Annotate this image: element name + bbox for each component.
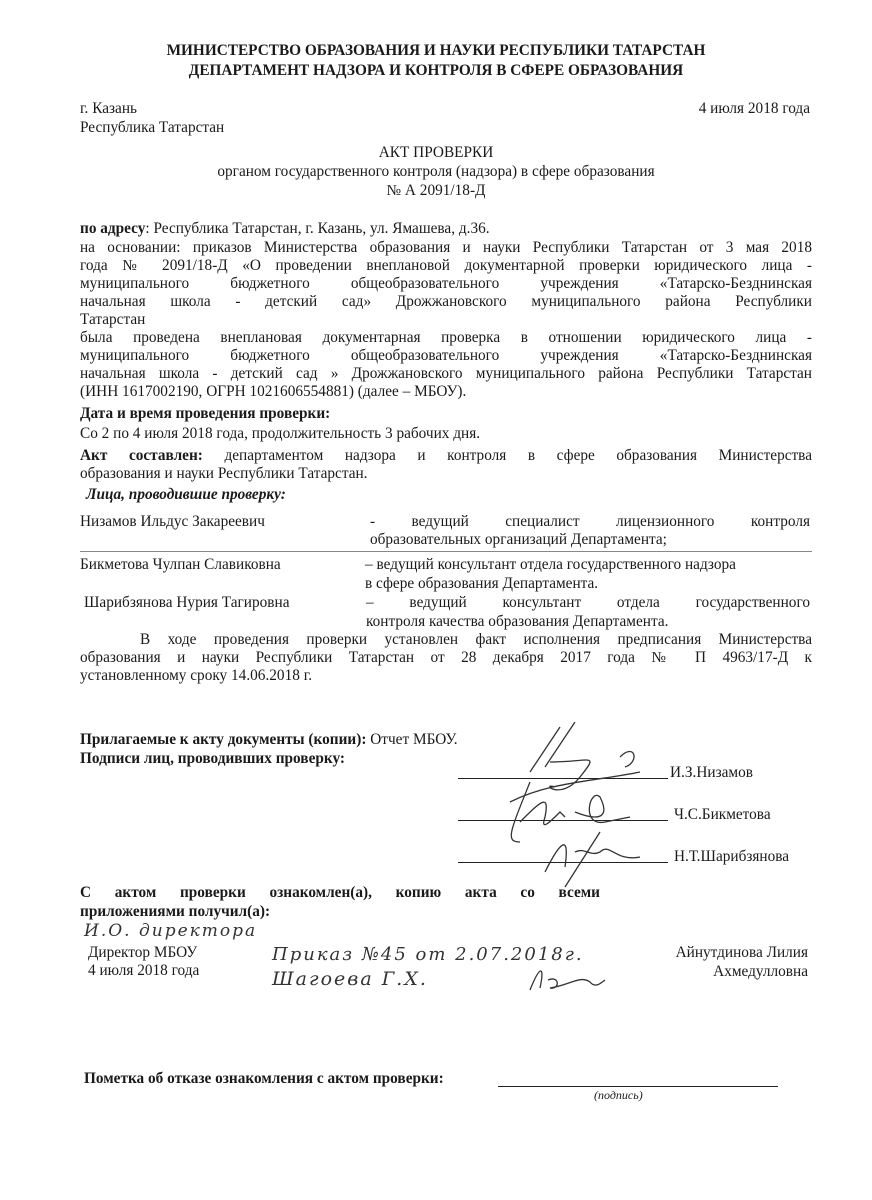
inspector-role: в сфере образования Департамента. bbox=[365, 575, 599, 592]
inspector-name: Низамов Ильдус Закареевич bbox=[80, 513, 265, 530]
text-line: образования и науки Республики Татарстан. bbox=[80, 465, 368, 482]
recipient-date: 4 июля 2018 года bbox=[88, 962, 200, 979]
inspector-role: контроля качества образования Департамента. bbox=[366, 613, 669, 630]
handwritten-acting: И.О. директора bbox=[84, 921, 258, 941]
inspector-row bbox=[80, 513, 812, 552]
city: г. Казань bbox=[80, 100, 137, 117]
signer-name: И.З.Низамов bbox=[670, 764, 753, 781]
inspectors-list bbox=[80, 513, 812, 632]
inspector-role: – ведущий консультант отдела государственного надзора bbox=[365, 556, 736, 573]
acquainted-line: С актом проверки ознакомлен(а), копию акта со всеми bbox=[80, 884, 600, 901]
handwritten-signatures-graphic bbox=[490, 722, 690, 892]
text-line: начальная школа - детский сад» Дрожжановского муниципального района Республики bbox=[80, 293, 812, 310]
document-date: 4 июля 2018 года bbox=[698, 100, 810, 117]
inspector-role: – ведущий консультант отдела государственного bbox=[366, 594, 810, 611]
act-title: АКТ ПРОВЕРКИ bbox=[378, 144, 494, 161]
text-line: года № 2091/18-Д «О проведении внеплановой документарной проверки юридического лица - bbox=[80, 257, 812, 274]
address-line bbox=[80, 220, 812, 238]
text-line: муниципального бюджетного общеобразовательного учреждения «Татарско-Безднинская bbox=[80, 347, 812, 364]
inspector-name: Шарибзянова Нурия Тагировна bbox=[84, 594, 290, 611]
datetime-label: Дата и время проведения проверки: bbox=[80, 405, 331, 422]
compiled-label: Акт составлен: bbox=[80, 447, 203, 464]
compiled-text: департаментом надзора и контроля в сфере образования Министерства bbox=[202, 447, 812, 464]
text-line: В ходе проведения проверки установлен факт исполнения предписания Министерства bbox=[140, 631, 812, 648]
act-number: № А 2091/18-Д bbox=[386, 182, 486, 199]
recipient-name: Ахмедулловна bbox=[713, 963, 808, 980]
region: Республика Татарстан bbox=[80, 119, 225, 136]
handwritten-order: Приказ №45 от 2.07.2018г. bbox=[272, 944, 584, 965]
inspector-role: - ведущий специалист лицензионного контроля bbox=[370, 513, 810, 530]
attachments-line bbox=[80, 731, 458, 749]
text-line: образования и науки Республики Татарстан от 28 декабря 2017 года № П 4963/17-Д к bbox=[80, 649, 812, 666]
handwritten-name: Шагоева Г.Х. bbox=[272, 968, 428, 990]
text-line: (ИНН 1617002190, ОГРН 1021606554881) (далее – МБОУ). bbox=[80, 383, 467, 400]
text-line: была проведена внеплановая документарная проверка в отношении юридического лица - bbox=[80, 329, 812, 346]
department-header: ДЕПАРТАМЕНТ НАДЗОРА И КОНТРОЛЯ В СФЕРЕ ОБРАЗОВАНИЯ bbox=[188, 62, 684, 79]
inspector-row bbox=[80, 556, 812, 594]
recipient-position: Директор МБОУ bbox=[88, 944, 198, 961]
ministry-header: МИНИСТЕРСТВО ОБРАЗОВАНИЯ И НАУКИ РЕСПУБЛИКИ ТАТАРСТАН bbox=[166, 42, 706, 59]
refusal-label: Пометка об отказе ознакомления с актом проверки: bbox=[84, 1070, 444, 1087]
acquainted-line: приложениями получил(а): bbox=[80, 903, 271, 920]
refusal-signature-line bbox=[498, 1086, 778, 1087]
text-line: муниципального бюджетного общеобразовательного учреждения «Татарско-Безднинская bbox=[80, 275, 812, 292]
inspector-name: Бикметова Чулпан Славиковна bbox=[80, 556, 281, 573]
compiled-line bbox=[80, 447, 812, 465]
signatures-label: Подписи лиц, проводивших проверку: bbox=[80, 750, 346, 767]
inspector-row bbox=[80, 594, 812, 632]
inspector-role: образовательных организаций Департамента; bbox=[370, 531, 667, 548]
signer-name: Н.Т.Шарибзянова bbox=[674, 848, 790, 865]
text-line: начальная школа - детский сад » Дрожжановского муниципального района Республики Татарстан bbox=[80, 365, 812, 382]
recipient-name: Айнутдинова Лилия bbox=[675, 944, 808, 961]
finding-paragraph bbox=[80, 631, 812, 685]
datetime-value: Со 2 по 4 июля 2018 года, продолжительность 3 рабочих дня. bbox=[80, 425, 481, 442]
act-subtitle: органом государственного контроля (надзора) в сфере образования bbox=[217, 163, 655, 180]
basis-paragraph bbox=[80, 239, 812, 504]
text-line: на основании: приказов Министерства образования и науки Республики Татарстан от 3 мая 2018 bbox=[80, 239, 812, 256]
recipient-signature-graphic bbox=[520, 960, 610, 1000]
text-line: установленному сроку 14.06.2018 г. bbox=[80, 667, 313, 684]
address-label: по адресу bbox=[80, 220, 146, 237]
address-value: : Республика Татарстан, г. Казань, ул. Ямашева, д.36. bbox=[145, 220, 490, 237]
attachments-label: Прилагаемые к акту документы (копии): bbox=[80, 731, 367, 748]
signer-name: Ч.С.Бикметова bbox=[674, 806, 771, 823]
text-line: Татарстан bbox=[80, 311, 146, 328]
signature-caption: (подпись) bbox=[594, 1088, 643, 1102]
inspectors-label: Лица, проводившие проверку: bbox=[86, 486, 286, 503]
attachments-value: Отчет МБОУ. bbox=[366, 731, 458, 748]
